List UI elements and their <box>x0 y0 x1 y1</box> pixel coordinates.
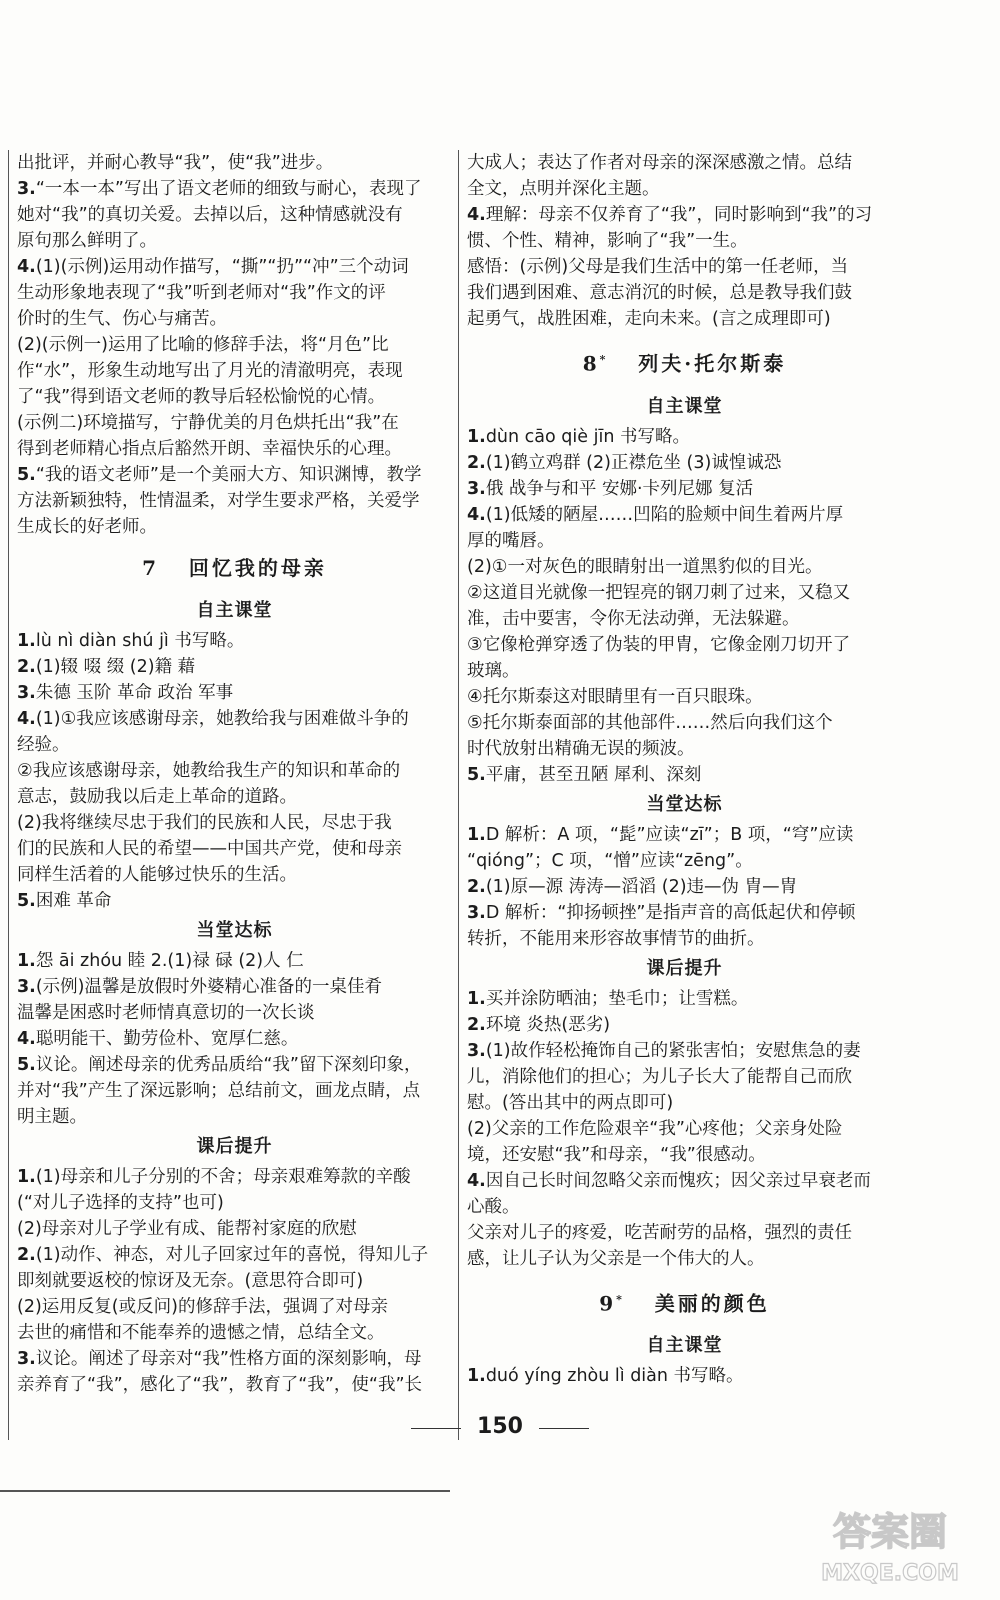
line-text: 儿，消除他们的担心；为儿子长大了能帮自己而欣 <box>467 1066 852 1087</box>
answer-item <box>467 684 902 710</box>
line-text: 厚的嘴唇。 <box>467 530 555 551</box>
line-text: duó yíng zhòu lì diàn 书写略。 <box>485 1366 744 1387</box>
item-number: 4. <box>467 504 486 525</box>
line-text: 转折，不能用来形容故事情节的曲折。 <box>467 928 765 949</box>
answer-line <box>17 1346 452 1372</box>
answer-line <box>467 150 902 176</box>
answer-item <box>17 888 452 914</box>
answer-item <box>17 628 452 654</box>
line-text: 父亲对儿子的疼爱，吃苦耐劳的品格，强烈的责任 <box>467 1222 852 1243</box>
lesson-star: * <box>599 353 609 366</box>
item-number: 4. <box>17 257 36 277</box>
line-text: (2)(示例一)运用了比喻的修辞手法，将“月色”比 <box>17 335 389 355</box>
answer-line <box>467 1038 902 1064</box>
answer-line <box>17 1242 452 1268</box>
answer-line <box>17 1320 452 1346</box>
line-text: 困难 革命 <box>35 891 112 911</box>
answer-item <box>17 1164 452 1216</box>
line-text: 并对“我”产生了深远影响；总结前文，画龙点睛，点 <box>17 1081 421 1101</box>
answer-line <box>467 822 902 848</box>
answer-line <box>17 462 452 488</box>
answer-line <box>17 514 452 540</box>
svg-text:答案圈: 答案圈 <box>832 1510 948 1554</box>
answer-item <box>17 706 452 758</box>
answer-line <box>17 1294 452 1320</box>
item-number: 1. <box>467 824 486 845</box>
answer-item <box>17 974 452 1026</box>
item-number: 3. <box>17 1349 36 1369</box>
line-text: “我的语文老师”是一个美丽大方、知识渊博，教学 <box>35 465 422 485</box>
answer-item <box>467 874 902 900</box>
answer-line <box>17 1026 452 1052</box>
answer-item <box>467 986 902 1012</box>
answer-line <box>17 1372 452 1398</box>
line-text: (1)故作轻松掩饰自己的紧张害怕；安慰焦急的妻 <box>485 1040 861 1061</box>
line-text: 明主题。 <box>17 1107 87 1127</box>
page-footer <box>0 1414 1000 1439</box>
answer-line <box>467 736 902 762</box>
answer-item <box>17 948 452 974</box>
answer-item <box>467 1220 902 1272</box>
item-number: 2. <box>467 876 486 897</box>
answer-line <box>17 784 452 810</box>
answer-line <box>17 680 452 706</box>
line-text: (2)母亲对儿子学业有成、能帮衬家庭的欣慰 <box>17 1219 357 1239</box>
answer-line <box>17 254 452 280</box>
item-number: 4. <box>17 709 36 729</box>
answer-line <box>467 1116 902 1142</box>
item-number: 2. <box>467 452 486 473</box>
line-text: 心酸。 <box>467 1196 520 1217</box>
answer-item <box>467 710 902 762</box>
answer-item <box>17 758 452 810</box>
section-dangtang-heading: 当堂达标 <box>196 920 273 941</box>
page-number: 150 <box>477 1414 523 1439</box>
lesson-title: 美丽的颜色 <box>654 1291 770 1316</box>
line-text: 惯、个性、精神，影响了“我”一生。 <box>467 231 748 251</box>
lesson-7-heading <box>17 546 452 590</box>
item-number: 2. <box>17 1245 36 1265</box>
line-text: 感悟：(示例)父母是我们生活中的第一任老师，当 <box>467 257 849 277</box>
answer-item <box>467 254 902 332</box>
line-text: (2)①一对灰色的眼睛射出一道黑豹似的目光。 <box>467 556 823 577</box>
answer-item <box>17 332 452 410</box>
answer-item <box>467 632 902 684</box>
line-text: 去世的痛惜和不能奉养的遗憾之情，总结全文。 <box>17 1323 385 1343</box>
answer-line <box>467 1168 902 1194</box>
left-column <box>8 150 452 1440</box>
answer-line <box>467 476 902 502</box>
line-text: 她对“我”的真切关爱。去掉以后，这种情感就没有 <box>17 205 403 225</box>
line-text: ⑤托尔斯泰面部的其他部件……然后向我们这个 <box>467 712 833 733</box>
line-text: 得到老师精心指点后豁然开朗、幸福快乐的心理。 <box>17 439 402 459</box>
answer-item <box>467 1012 902 1038</box>
answer-line <box>17 1164 452 1190</box>
answer-line <box>17 862 452 888</box>
item-number: 4. <box>17 1029 36 1049</box>
answer-item <box>467 762 902 788</box>
answer-item <box>17 1294 452 1346</box>
line-text: 生成长的好老师。 <box>17 517 157 537</box>
answer-item <box>467 202 902 254</box>
line-text: 买并涂防晒油；垫毛巾；让雪糕。 <box>485 988 749 1009</box>
answer-line <box>467 1064 902 1090</box>
answer-line <box>467 1220 902 1246</box>
item-number: 1. <box>17 1167 36 1187</box>
answer-line <box>467 580 902 606</box>
answer-item <box>17 1242 452 1294</box>
line-text: 我们遇到困难、意志消沉的时候，总是教导我们鼓 <box>467 283 852 303</box>
answer-line <box>467 554 902 580</box>
answer-item <box>467 150 902 202</box>
answer-line <box>467 710 902 736</box>
line-text: 境，还安慰“我”和母亲，“我”很感动。 <box>467 1144 766 1165</box>
answer-item <box>467 1363 902 1389</box>
answer-line <box>17 384 452 410</box>
answer-item <box>467 450 902 476</box>
footer-dash-right <box>539 1428 589 1429</box>
line-text: 原句那么鲜明了。 <box>17 231 157 251</box>
answer-item <box>17 810 452 888</box>
answer-line <box>17 1078 452 1104</box>
line-text: (示例)温馨是放假时外婆精心准备的一桌佳肴 <box>35 977 382 997</box>
line-text: 经验。 <box>17 735 70 755</box>
line-text: 方法新颖独特，性情温柔，对学生要求严格，关爱学 <box>17 491 420 511</box>
line-text: 聪明能干、勤劳俭朴、宽厚仁慈。 <box>35 1029 299 1049</box>
line-text: 环境 炎热(恶劣) <box>485 1014 611 1035</box>
line-text: 理解：母亲不仅养育了“我”，同时影响到“我”的习 <box>485 205 873 225</box>
answer-line <box>17 1268 452 1294</box>
answer-line <box>467 900 902 926</box>
line-text: 议论。阐述母亲的优秀品质给“我”留下深刻印象， <box>35 1055 422 1075</box>
line-text: 准，击中要害，令你无法动弹，无法躲避。 <box>467 608 800 629</box>
answer-item <box>17 654 452 680</box>
answer-line <box>467 658 902 684</box>
line-text: 怨 āi zhóu 睦 2.(1)禄 碌 (2)人 仁 <box>35 951 304 971</box>
answer-line <box>467 280 902 306</box>
answer-item <box>467 424 902 450</box>
line-text: (2)运用反复(或反问)的修辞手法，强调了对母亲 <box>17 1297 388 1317</box>
answer-line <box>17 306 452 332</box>
line-text: D 解析：A 项，“髭”应读“zī”；B 项，“穹”应读 <box>485 824 854 845</box>
answer-line <box>467 606 902 632</box>
right-column <box>458 150 902 1440</box>
answer-line <box>17 1190 452 1216</box>
line-text: “一本一本”写出了语文老师的细致与耐心，表现了 <box>35 179 422 199</box>
answer-line <box>467 202 902 228</box>
line-text: (示例二)环境描写，宁静优美的月色烘托出“我”在 <box>17 413 399 433</box>
answer-item <box>467 502 902 554</box>
line-text: 朱德 玉阶 革命 政治 军事 <box>35 683 234 703</box>
section-dangtang-heading: 当堂达标 <box>646 793 723 815</box>
answer-line <box>467 306 902 332</box>
item-number: 1. <box>467 1366 486 1387</box>
line-text: 生动形象地表现了“我”听到老师对“我”作文的评 <box>17 283 386 303</box>
watermark-logo <box>800 1500 980 1590</box>
item-number: 5. <box>17 465 36 485</box>
section-zizhu-heading: 自主课堂 <box>646 395 723 417</box>
line-text: 平庸，甚至丑陋 犀利、深刻 <box>485 764 702 785</box>
item-number: 5. <box>467 764 486 785</box>
answer-line <box>17 836 452 862</box>
line-text: 价时的生气、伤心与痛苦。 <box>17 309 227 329</box>
answer-line <box>467 1194 902 1220</box>
line-text: 温馨是困惑时老师情真意切的一次长谈 <box>17 1003 315 1023</box>
answer-line <box>467 848 902 874</box>
line-text: (1)动作、神态，对儿子回家过年的喜悦，得知儿子 <box>35 1245 429 1265</box>
answer-line <box>467 1246 902 1272</box>
item-number: 1. <box>17 951 36 971</box>
answer-line <box>17 1104 452 1130</box>
answer-item <box>17 150 452 176</box>
answer-line <box>467 874 902 900</box>
answer-line <box>467 450 902 476</box>
item-number: 1. <box>467 426 486 447</box>
line-text: (1)原—源 涛涛—滔滔 (2)违—伪 胄—冑 <box>485 876 798 897</box>
answer-item <box>17 1026 452 1052</box>
lesson-8-heading <box>467 338 902 386</box>
answer-line <box>17 332 452 358</box>
line-text: 议论。阐述了母亲对“我”性格方面的深刻影响，母 <box>35 1349 422 1369</box>
answer-item <box>17 176 452 254</box>
line-text: 亲养育了“我”，感化了“我”，教育了“我”，使“我”长 <box>17 1375 423 1395</box>
line-text: D 解析：“抑扬顿挫”是指声音的高低起伏和停顿 <box>485 902 856 923</box>
lesson-number: 9 <box>599 1291 617 1316</box>
answer-line <box>467 528 902 554</box>
answer-line <box>17 202 452 228</box>
answer-line <box>17 228 452 254</box>
item-number: 1. <box>467 988 486 1009</box>
answer-line <box>17 150 452 176</box>
lesson-title: 回忆我的母亲 <box>188 556 327 580</box>
line-text: ③它像枪弹穿透了伪装的甲胄，它像金刚刀切开了 <box>467 634 851 655</box>
item-number: 4. <box>467 1170 486 1191</box>
bottom-rule <box>0 1490 450 1492</box>
line-text: (1)鹤立鸡群 (2)正襟危坐 (3)诚惶诚恐 <box>485 452 782 473</box>
answer-line <box>467 176 902 202</box>
answer-item <box>17 1216 452 1242</box>
line-text: 出批评，并耐心教导“我”，使“我”进步。 <box>17 153 334 173</box>
line-text: “qióng”；C 项，“憎”应读“zēng”。 <box>467 850 753 871</box>
item-number: 3. <box>467 902 486 923</box>
line-text: 全文，点明并深化主题。 <box>467 179 660 199</box>
answer-line <box>467 762 902 788</box>
answer-item <box>467 900 902 952</box>
svg-text:MXQE.COM: MXQE.COM <box>821 1561 959 1586</box>
section-kehou-heading: 课后提升 <box>646 957 723 979</box>
answer-line <box>467 632 902 658</box>
line-text: 俄 战争与和平 安娜·卡列尼娜 复活 <box>485 478 754 499</box>
answer-item <box>467 580 902 632</box>
item-number: 5. <box>17 891 36 911</box>
line-text: ②这道目光就像一把锃亮的钢刀刺了过来，又稳又 <box>467 582 851 603</box>
line-text: 意志，鼓励我以后走上革命的道路。 <box>17 787 297 807</box>
lesson-number: 7 <box>142 556 160 580</box>
item-number: 2. <box>17 657 36 677</box>
answer-item <box>17 254 452 332</box>
lesson-title: 列夫·托尔斯泰 <box>638 351 787 376</box>
line-text: ②我应该感谢母亲，她教给我生产的知识和革命的 <box>17 761 401 781</box>
answer-line <box>467 502 902 528</box>
answer-line <box>467 424 902 450</box>
line-text: lù nì diàn shú jì 书写略。 <box>35 631 245 651</box>
line-text: 即刻就要返校的惊讶及无奈。(意思符合即可) <box>17 1271 364 1291</box>
section-zizhu-heading: 自主课堂 <box>196 600 273 621</box>
answer-item <box>467 554 902 580</box>
answer-line <box>17 732 452 758</box>
line-text: 感，让儿子认为父亲是一个伟大的人。 <box>467 1248 765 1269</box>
line-text: 起勇气，战胜困难，走向未来。(言之成理即可) <box>467 309 831 329</box>
answer-line <box>467 986 902 1012</box>
answer-line <box>17 810 452 836</box>
section-zizhu-heading: 自主课堂 <box>646 1335 723 1357</box>
answer-line <box>467 1363 902 1389</box>
line-text: 时代放射出精确无误的频波。 <box>467 738 695 759</box>
answer-line <box>467 1012 902 1038</box>
item-number: 5. <box>17 1055 36 1075</box>
answer-line <box>17 1216 452 1242</box>
answer-line <box>17 628 452 654</box>
answer-line <box>17 706 452 732</box>
answer-line <box>17 974 452 1000</box>
line-text: (1)(示例)运用动作描写，“撕”“扔”“冲”三个动词 <box>35 257 409 277</box>
line-text: (1)①我应该感谢母亲，她教给我与困难做斗争的 <box>35 709 409 729</box>
answer-line <box>17 176 452 202</box>
line-text: 因自己长时间忽略父亲而愧疚；因父亲过早衰老而 <box>485 1170 871 1191</box>
answer-item <box>467 1116 902 1168</box>
lesson-9-heading <box>467 1278 902 1326</box>
answer-line <box>467 1090 902 1116</box>
section-kehou-heading: 课后提升 <box>196 1136 273 1157</box>
answer-line <box>17 654 452 680</box>
answer-line <box>17 1052 452 1078</box>
answer-line <box>17 280 452 306</box>
answer-line <box>17 1000 452 1026</box>
answer-line <box>17 358 452 384</box>
answer-item <box>467 822 902 874</box>
answer-line <box>17 888 452 914</box>
answer-item <box>17 410 452 462</box>
line-text: ④托尔斯泰这对眼睛里有一百只眼珠。 <box>467 686 763 707</box>
item-number: 3. <box>467 1040 486 1061</box>
answer-line <box>17 948 452 974</box>
answer-line <box>467 1142 902 1168</box>
answer-line <box>467 684 902 710</box>
answer-item <box>467 1038 902 1116</box>
item-number: 1. <box>17 631 36 651</box>
line-text: (2)我将继续尽忠于我们的民族和人民，尽忠于我 <box>17 813 392 833</box>
line-text: (1)母亲和儿子分别的不舍；母亲艰难筹款的辛酸 <box>35 1167 411 1187</box>
line-text: 玻璃。 <box>467 660 520 681</box>
line-text: 们的民族和人民的希望——中国共产党，使和母亲 <box>17 839 402 859</box>
answer-line <box>467 228 902 254</box>
line-text: dùn cāo qiè jīn 书写略。 <box>485 426 690 447</box>
answer-item <box>17 462 452 540</box>
line-text: 慰。(答出其中的两点即可) <box>467 1092 674 1113</box>
lesson-star: * <box>616 1292 625 1306</box>
answer-item <box>467 476 902 502</box>
answer-item <box>17 680 452 706</box>
line-text: 作“水”，形象生动地写出了月光的清澈明亮，表现 <box>17 361 403 381</box>
answer-line <box>17 436 452 462</box>
item-number: 3. <box>17 179 36 199</box>
answer-item <box>17 1346 452 1398</box>
line-text: (“对儿子选择的支持”也可) <box>17 1193 224 1213</box>
answer-line <box>17 410 452 436</box>
answer-line <box>467 926 902 952</box>
line-text: 同样生活着的人能够过快乐的生活。 <box>17 865 297 885</box>
item-number: 3. <box>17 977 36 997</box>
answer-line <box>467 254 902 280</box>
line-text: (2)父亲的工作危险艰辛“我”心疼他；父亲身处险 <box>467 1118 843 1139</box>
lesson-number: 8 <box>582 351 600 376</box>
answer-line <box>17 758 452 784</box>
line-text: 了“我”得到语文老师的教导后轻松愉悦的心情。 <box>17 387 386 407</box>
footer-dash-left <box>411 1428 461 1429</box>
item-number: 2. <box>467 1014 486 1035</box>
line-text: (1)低矮的陋屋……凹陷的脸颊中间生着两片厚 <box>485 504 844 525</box>
answer-item <box>467 1168 902 1220</box>
item-number: 4. <box>467 205 486 225</box>
answer-item <box>17 1052 452 1130</box>
item-number: 3. <box>17 683 36 703</box>
answer-line <box>17 488 452 514</box>
line-text: (1)辍 啜 缀 (2)籍 藉 <box>35 657 196 677</box>
line-text: 大成人；表达了作者对母亲的深深感激之情。总结 <box>467 153 852 173</box>
item-number: 3. <box>467 478 486 499</box>
